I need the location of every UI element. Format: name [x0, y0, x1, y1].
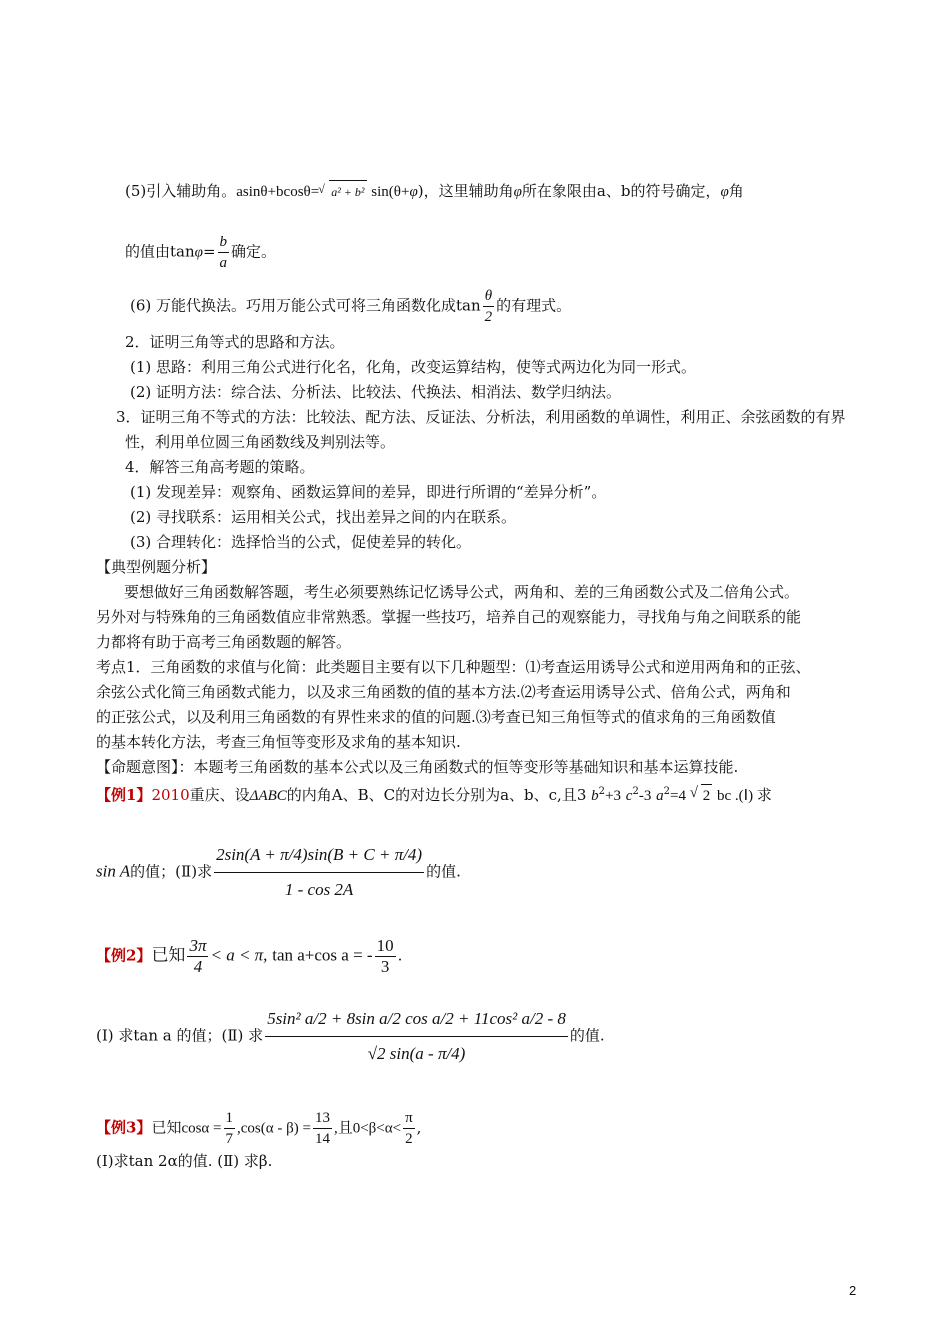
section-2-item-1 — [130, 356, 696, 378]
item-6-line — [130, 286, 571, 327]
topic-1-line-4 — [96, 731, 461, 753]
numerator: 3π — [189, 936, 207, 955]
equation: tan a+cos a = - — [272, 945, 373, 965]
numerator: θ — [484, 288, 493, 304]
text: (5)引入辅助角。 — [125, 182, 237, 200]
typical-examples-heading — [96, 556, 216, 578]
text: (6) 万能代换法。巧用万能公式可将三角函数化成tan — [130, 296, 481, 315]
sqrt-2: √ 2 — [701, 784, 713, 807]
section-3-line-1 — [116, 406, 846, 428]
text: 的值；(Ⅱ)求 — [130, 862, 213, 881]
text: 的值. — [569, 1026, 605, 1045]
denominator: 1 - cos 2A — [214, 872, 424, 907]
example-2-fraction — [265, 1002, 568, 1071]
numerator: 2sin(A + π/4)sin(B + C + π/4) — [216, 845, 423, 864]
example-1-fraction — [214, 838, 424, 907]
item-5-line-1 — [125, 180, 744, 203]
text: ,cos(α - β) = — [237, 1120, 311, 1137]
numerator: b — [219, 234, 228, 250]
paragraph-1-line-1 — [124, 581, 799, 603]
numerator: 5sin² a/2 + 8sin a/2 cos a/2 + 11cos² a/2 - 8 — [267, 1009, 566, 1028]
formula: sin(θ+ — [371, 184, 410, 200]
text: (2) 寻找联系：运用相关公式，找出差异之间的内在联系。 — [130, 508, 517, 526]
text: -3 — [638, 788, 652, 804]
example-3-line-2 — [96, 1150, 272, 1172]
fraction-10-over-3 — [375, 936, 396, 977]
text: )，这里辅助角 — [417, 182, 514, 200]
section-4-item-1 — [130, 481, 606, 503]
fraction-1-over-7 — [224, 1108, 236, 1149]
page-number: 2 — [849, 1283, 857, 1298]
section-3-line-2 — [125, 431, 395, 453]
example-3-line-1 — [96, 1108, 421, 1149]
example-1-line-1: 【例1】2010重庆、设ΔABC的内角A、B、C的对边长分别为a、b、c,且3 $b^2+3$ $c^2-3$ $a^2=4$ √ 2 bc .(Ⅰ) 求 — [96, 781, 772, 807]
numerator: π — [405, 1110, 413, 1126]
text: 另外对与特殊角的三角函数值应非常熟悉。掌握一些技巧，培养自己的观察能力，寻找角与角之间联系的能 — [96, 608, 802, 626]
denominator: 2 — [403, 1128, 415, 1149]
denominator: 4 — [187, 956, 208, 977]
text: 4．解答三角高考题的策略。 — [125, 458, 315, 476]
text: 的基本转化方法，考查三角恒等变形及求角的基本知识. — [96, 733, 461, 751]
example-label: 【例2】 — [96, 946, 152, 965]
numerator: 13 — [314, 1110, 330, 1126]
var: a — [656, 788, 664, 804]
text: 重庆、设 — [189, 786, 250, 804]
text: 【典型例题分析】 — [96, 558, 217, 576]
text: . — [397, 946, 403, 965]
section-4-item-2 — [130, 506, 516, 528]
topic-1-line-1 — [96, 656, 811, 678]
text: 考点1．三角函数的求值与化简：此类题目主要有以下几种题型：⑴考查运用诱导公式和逆用两角和的正弦、 — [96, 658, 811, 676]
fraction-13-over-14 — [313, 1108, 332, 1149]
text: 的内角A、B、C的对边长分别为a、b、c,且3 — [286, 786, 587, 804]
text: (Ⅰ) 求tan a 的值；(Ⅱ) 求 — [96, 1026, 264, 1045]
text: =4 — [669, 788, 686, 804]
example-label: 【例1】 — [96, 786, 152, 804]
formula: sin A — [96, 861, 131, 881]
example-label: 【例3】 — [96, 1118, 152, 1137]
phi-symbol: φ — [194, 244, 203, 261]
text: 的值由tan — [125, 242, 195, 261]
phi-symbol: φ — [409, 184, 418, 200]
text: 的正弦公式，以及利用三角函数的有界性来求的值的问题.⑶考查已知三角恒等式的值求角的三角函数值 — [96, 708, 776, 726]
text: (3) 合理转化：选择恰当的公式，促使差异的转化。 — [130, 533, 472, 551]
topic-1-line-2 — [96, 681, 791, 703]
text: (1) 思路：利用三角公式进行化名，化角，改变运算结构，使等式两边化为同一形式。 — [130, 358, 697, 376]
sqrt-expression: √ a² + b² — [329, 180, 366, 203]
text: 已知 — [151, 945, 186, 966]
fraction-pi-over-2 — [403, 1108, 415, 1149]
section-4-heading — [125, 456, 315, 478]
phi-symbol: φ — [513, 184, 522, 200]
text: +3 — [605, 788, 621, 804]
formula: asinθ+bcosθ= — [236, 184, 320, 200]
text: 【命题意图】：本题考三角函数的基本公式以及三角函数式的恒等变形等基础知识和基本运算技能. — [96, 758, 739, 776]
text: 力都将有助于高考三角函数题的解答。 — [96, 633, 352, 651]
text: 所在象限由a、b的符号确定， — [521, 182, 721, 200]
numerator: 1 — [225, 1110, 234, 1126]
paragraph-1-line-2 — [96, 606, 801, 628]
text: , — [416, 1118, 422, 1137]
fraction-b-over-a — [218, 232, 230, 273]
denominator: a — [218, 252, 230, 273]
inequality: < a < π, — [210, 945, 268, 965]
phi-symbol: φ — [720, 184, 729, 200]
denominator: √2 sin(a - π/4) — [265, 1036, 568, 1071]
example-2-line-2 — [96, 1002, 605, 1071]
item-5-line-2 — [125, 232, 276, 273]
text: (1) 发现差异：观察角、函数运算间的差异，即进行所谓的“差异分析”。 — [130, 483, 607, 501]
var: b — [591, 788, 599, 804]
topic-1-line-3 — [96, 706, 776, 728]
numerator: 10 — [376, 936, 394, 955]
text: 的有理式。 — [496, 296, 572, 315]
example-2-line-1 — [96, 936, 402, 977]
text: 3．证明三角不等式的方法：比较法、配方法、反证法、分析法，利用函数的单调性，利用正、余弦函数的有界 — [116, 408, 846, 426]
text: 的值. — [426, 862, 461, 881]
text: 要想做好三角函数解答题，考生必须要熟练记忆诱导公式，两角和、差的三角函数公式及二倍角公式。 — [124, 583, 800, 601]
section-4-item-3 — [130, 531, 471, 553]
text: 已知cosα = — [151, 1120, 222, 1137]
denominator: 3 — [375, 956, 396, 977]
year: 2010 — [151, 786, 190, 804]
var: c — [625, 788, 633, 804]
text: bc .(Ⅰ) 求 — [717, 788, 772, 804]
text: (2) 证明方法：综合法、分析法、比较法、代换法、相消法、数学归纳法。 — [130, 383, 622, 401]
example-1-line-2 — [96, 838, 461, 907]
section-2-heading — [125, 331, 345, 353]
text: 性，利用单位圆三角函数线及判别法等。 — [125, 433, 396, 451]
text: (Ⅰ)求tan 2α的值. (Ⅱ) 求β. — [96, 1152, 273, 1170]
text: 2．证明三角等式的思路和方法。 — [125, 333, 345, 351]
denominator: 2 — [483, 306, 495, 327]
intent-line — [96, 756, 738, 778]
denominator: 14 — [313, 1128, 332, 1149]
section-2-item-2 — [130, 381, 621, 403]
fraction-theta-over-2 — [483, 286, 495, 327]
text: = — [202, 242, 216, 261]
paragraph-1-line-3 — [96, 631, 351, 653]
fraction-3pi-over-4 — [187, 936, 208, 977]
text: ,且0<β<α< — [333, 1120, 402, 1137]
text: 确定。 — [231, 242, 277, 261]
denominator: 7 — [224, 1128, 236, 1149]
text: 角 — [728, 182, 744, 200]
text: 余弦公式化简三角函数式能力，以及求三角函数的值的基本方法.⑵考查运用诱导公式、倍角公式，两角和 — [96, 683, 791, 701]
triangle-symbol: ΔABC — [249, 788, 287, 804]
